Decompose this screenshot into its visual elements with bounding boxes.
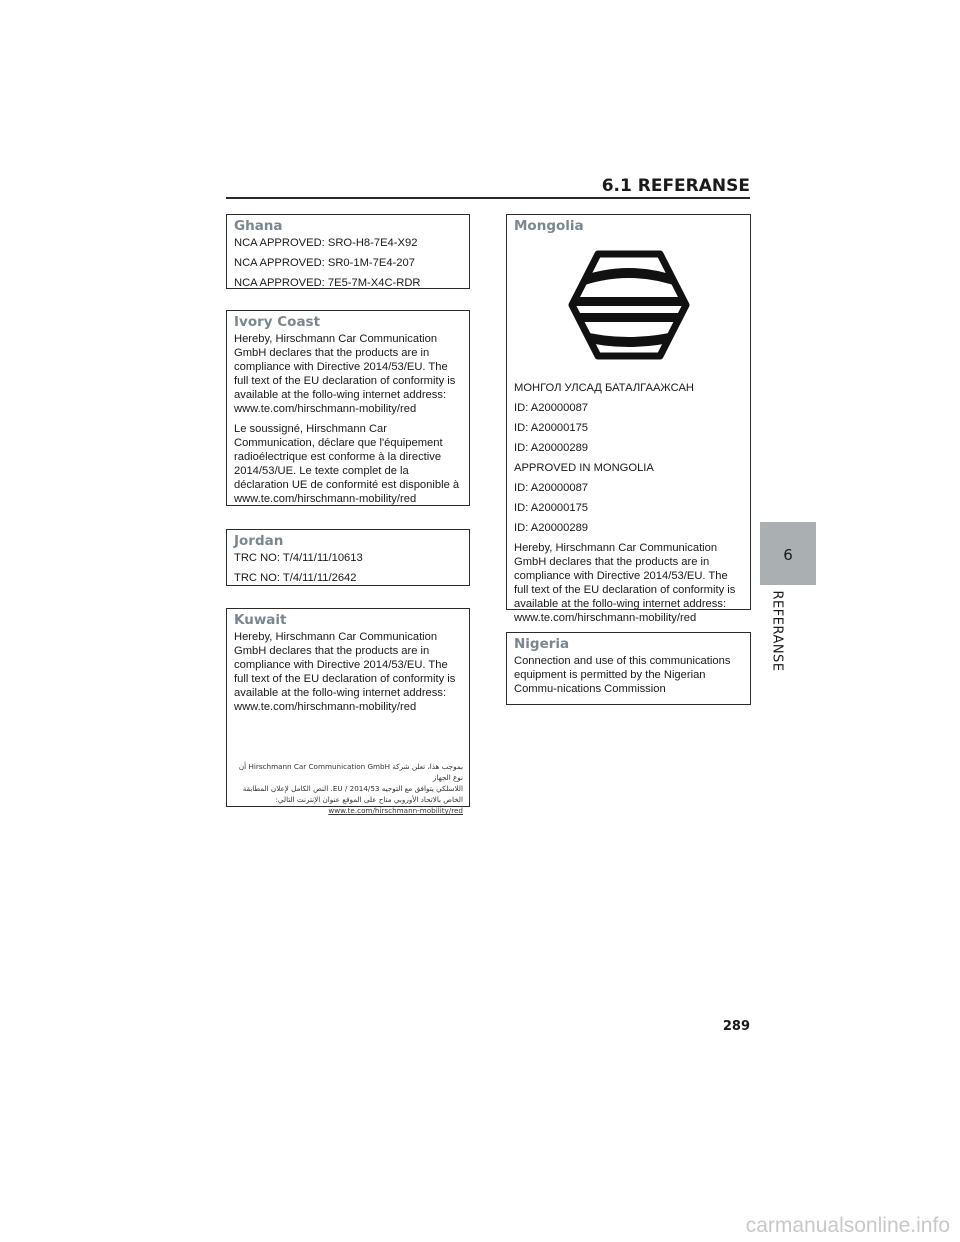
approval-line: NCA APPROVED: SRO-H8-7E4-X92	[234, 237, 418, 249]
ghana-section	[226, 214, 470, 289]
chapter-tab	[760, 522, 816, 585]
watermark: carmanualsonline.info	[745, 1214, 950, 1237]
approval-line: NCA APPROVED: SR0-1M-7E4-207	[234, 257, 415, 269]
page-header-title: 6.1 REFERANSE	[601, 176, 750, 196]
approval-line: APPROVED IN MONGOLIA	[514, 462, 654, 474]
approval-id: ID: A20000289	[514, 442, 589, 454]
arabic-line: بموجب هذا، تعلن شركة Hirschmann Car Communication GmbH أن نوع الجهاز	[238, 762, 463, 782]
page-number: 289	[722, 1019, 750, 1034]
trc-line: TRC NO: T/4/11/11/2642	[234, 572, 357, 584]
section-title: Mongolia	[514, 218, 584, 234]
ivory-coast-section	[226, 310, 470, 506]
arabic-declaration-link[interactable]: www.te.com/hirschmann-mobility/red	[328, 806, 463, 815]
mongolia-section	[506, 214, 751, 624]
approval-id: ID: A20000175	[514, 502, 589, 514]
approval-id: ID: A20000087	[514, 402, 589, 414]
approval-line: МОНГОЛ УЛСАД БАТАЛГААЖСАН	[514, 382, 694, 394]
approval-id: ID: A20000087	[514, 482, 589, 494]
header-rule	[226, 197, 750, 199]
kuwait-section	[226, 608, 470, 815]
logo-container	[514, 248, 743, 367]
chapter-label-container	[770, 590, 784, 670]
declaration-english: Hereby, Hirschmann Car Communication GmbH declares that the products are in compliance with Directive 2014/53/EU. The full text of the EU declaration of conformity is available at the follo-wing internet address: www.te.com/hirschmann-mobility/red	[514, 542, 736, 624]
arabic-line: الخاص بالاتحاد الأوروبي متاح على الموقع عنوان الإنترنت التالي:	[275, 795, 463, 804]
trc-line: TRC NO: T/4/11/11/10613	[234, 552, 363, 564]
section-title: Nigeria	[514, 636, 570, 652]
section-title: Kuwait	[234, 612, 287, 628]
declaration-english: Hereby, Hirschmann Car Communication GmbH declares that the products are in compliance with Directive 2014/53/EU. The full text of the EU declaration of conformity is available at the follo-wing internet address: www.te.com/hirschmann-mobility/red	[234, 333, 456, 415]
section-title: Ghana	[234, 218, 283, 234]
chapter-number: 6	[783, 546, 793, 564]
declaration-french: Le soussigné, Hirschmann Car Communication, déclare que l'équipement radioélectrique est conforme à la directive 2014/53/UE. Le texte complet de la déclaration UE de conformité est disponible à www.te.com/hirschmann-mobility/red	[234, 423, 460, 505]
approval-line: NCA APPROVED: 7E5-7M-X4C-RDR	[234, 277, 421, 289]
section-title: Jordan	[234, 533, 284, 549]
arabic-declaration	[233, 761, 463, 816]
approval-id: ID: A20000289	[514, 522, 589, 534]
mongolia-approval-logo-icon	[568, 248, 690, 362]
permission-text: Connection and use of this communications equipment is permitted by the Nigerian Commu-nications Commission	[514, 655, 731, 695]
arabic-line: اللاسلكي يتوافق مع التوجيه 2014/53 / EU. النص الكامل لإعلان المطابقة	[242, 784, 463, 793]
approval-id: ID: A20000175	[514, 422, 589, 434]
nigeria-section	[506, 632, 751, 705]
chapter-label: REFERANSE	[769, 590, 785, 672]
jordan-section	[226, 529, 470, 586]
declaration-english: Hereby, Hirschmann Car Communication GmbH declares that the products are in compliance with Directive 2014/53/EU. The full text of the EU declaration of conformity is available at the follo-wing internet address: www.te.com/hirschmann-mobility/red	[234, 631, 456, 713]
section-title: Ivory Coast	[234, 314, 321, 330]
